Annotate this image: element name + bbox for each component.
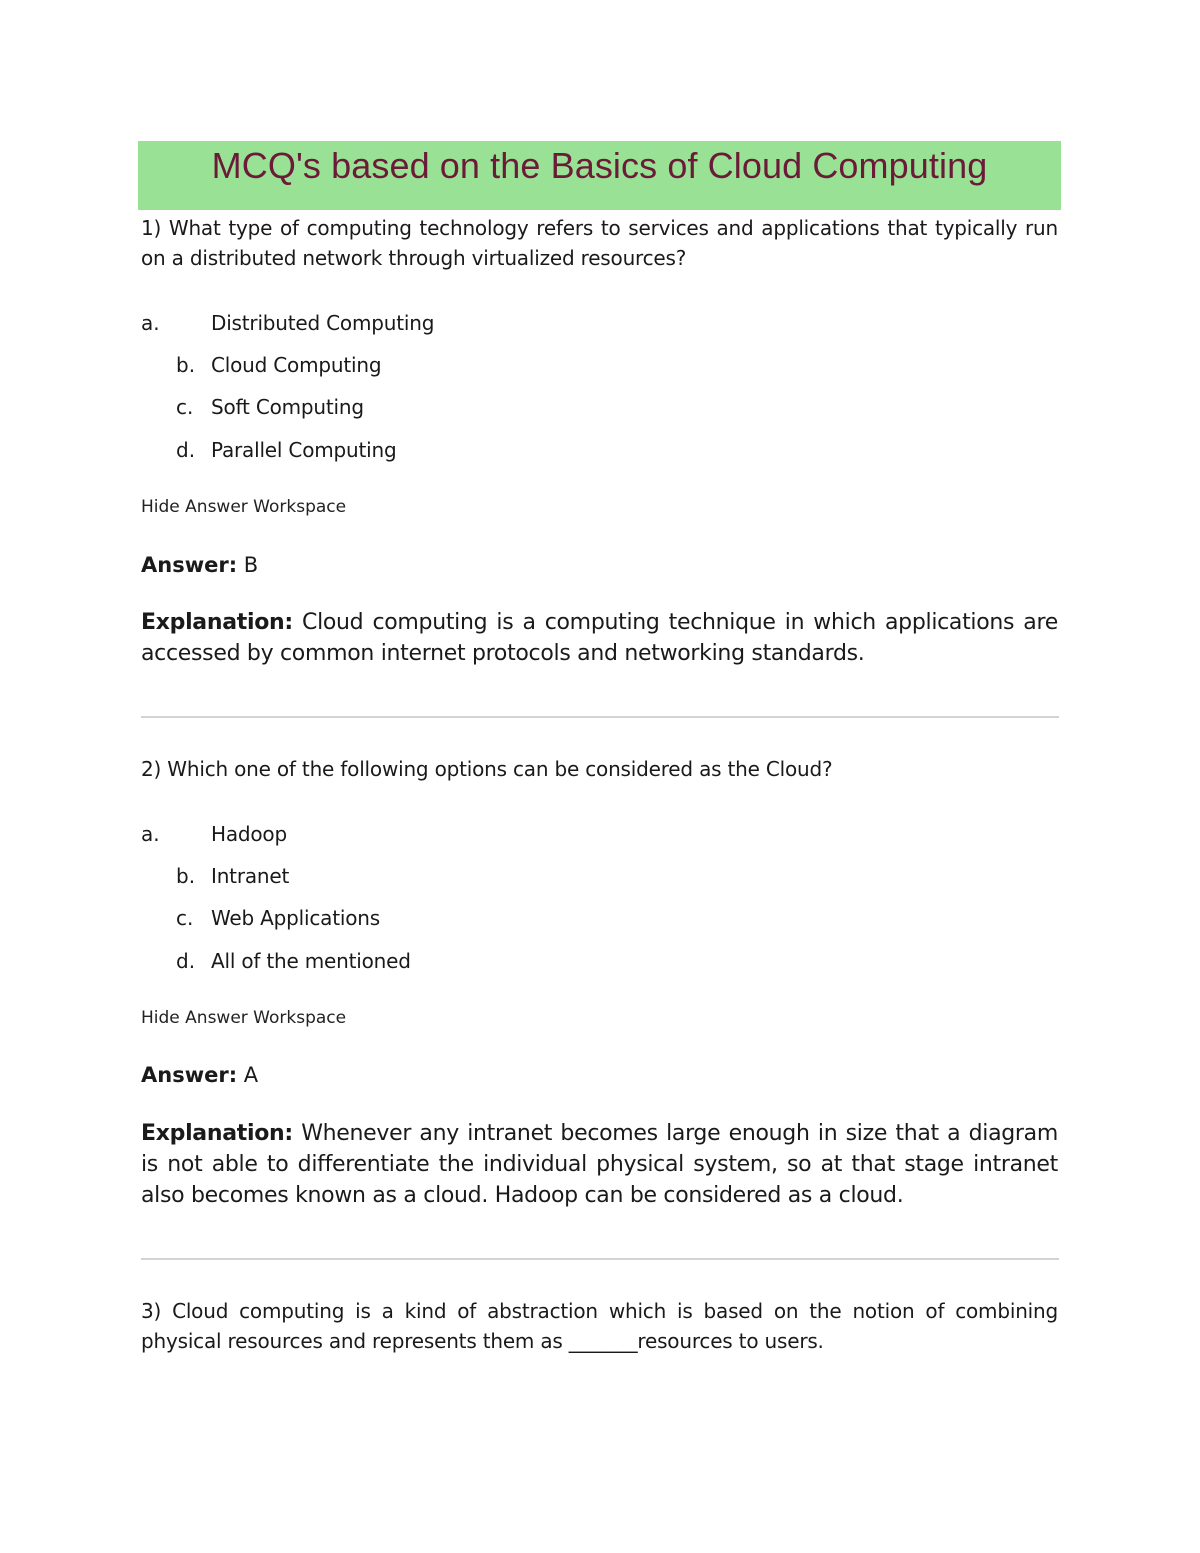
q1-option-d-letter: d.	[176, 438, 196, 462]
q2-explanation	[141, 1118, 1058, 1211]
question-1-text: 1) What type of computing technology refers to services and applications that typically run on a distributed network through virtualized resources?	[141, 216, 1058, 270]
q1-explanation-text: Cloud computing is a computing technique in which applications are accessed by common internet protocols and networking standards.	[141, 610, 1058, 666]
q2-answer	[141, 1061, 258, 1089]
page-title: MCQ's based on the Basics of Cloud Computing	[211, 145, 988, 186]
q1-answer-value: B	[237, 553, 259, 577]
q2-option-d: All of the mentioned	[211, 949, 411, 973]
q2-option-c-letter: c.	[176, 906, 194, 930]
q2-option-c: Web Applications	[211, 906, 380, 930]
q1-answer-label: Answer:	[141, 553, 238, 577]
divider-1	[141, 716, 1059, 718]
q1-explanation	[141, 607, 1058, 669]
question-2-text: 2) Which one of the following options can be considered as the Cloud?	[141, 757, 833, 781]
q2-explanation-text: Whenever any intranet becomes large enough in size that a diagram is not able to differentiate the individual physical system, so at that stage intranet also becomes known as a cloud. Hadoop can be considered as a cloud.	[141, 1121, 1058, 1208]
q2-option-a-letter: a.	[141, 822, 160, 846]
divider-2	[141, 1258, 1059, 1260]
q1-option-b: Cloud Computing	[211, 353, 382, 377]
q1-answer	[141, 551, 258, 579]
q1-hide-answer-link[interactable]: Hide Answer Workspace	[141, 497, 347, 517]
q1-option-a: Distributed Computing	[211, 311, 435, 335]
q2-explanation-label: Explanation:	[141, 1121, 293, 1146]
q1-explanation-label: Explanation:	[141, 610, 293, 635]
q2-answer-value: A	[237, 1063, 259, 1087]
q1-option-c: Soft Computing	[211, 395, 364, 419]
q2-option-a: Hadoop	[211, 822, 287, 846]
q1-option-d: Parallel Computing	[211, 438, 397, 462]
q2-option-d-letter: d.	[176, 949, 196, 973]
q1-option-c-letter: c.	[176, 395, 194, 419]
title-banner	[138, 141, 1061, 210]
q2-answer-label: Answer:	[141, 1063, 238, 1087]
q2-option-b-letter: b.	[176, 864, 196, 888]
question-3-text: 3) Cloud computing is a kind of abstraction which is based on the notion of combining physical resources and represents them as _______resources to users.	[141, 1299, 1058, 1353]
q2-hide-answer-link[interactable]: Hide Answer Workspace	[141, 1008, 347, 1028]
q1-option-a-letter: a.	[141, 311, 160, 335]
q1-option-b-letter: b.	[176, 353, 196, 377]
q2-option-b: Intranet	[211, 864, 290, 888]
